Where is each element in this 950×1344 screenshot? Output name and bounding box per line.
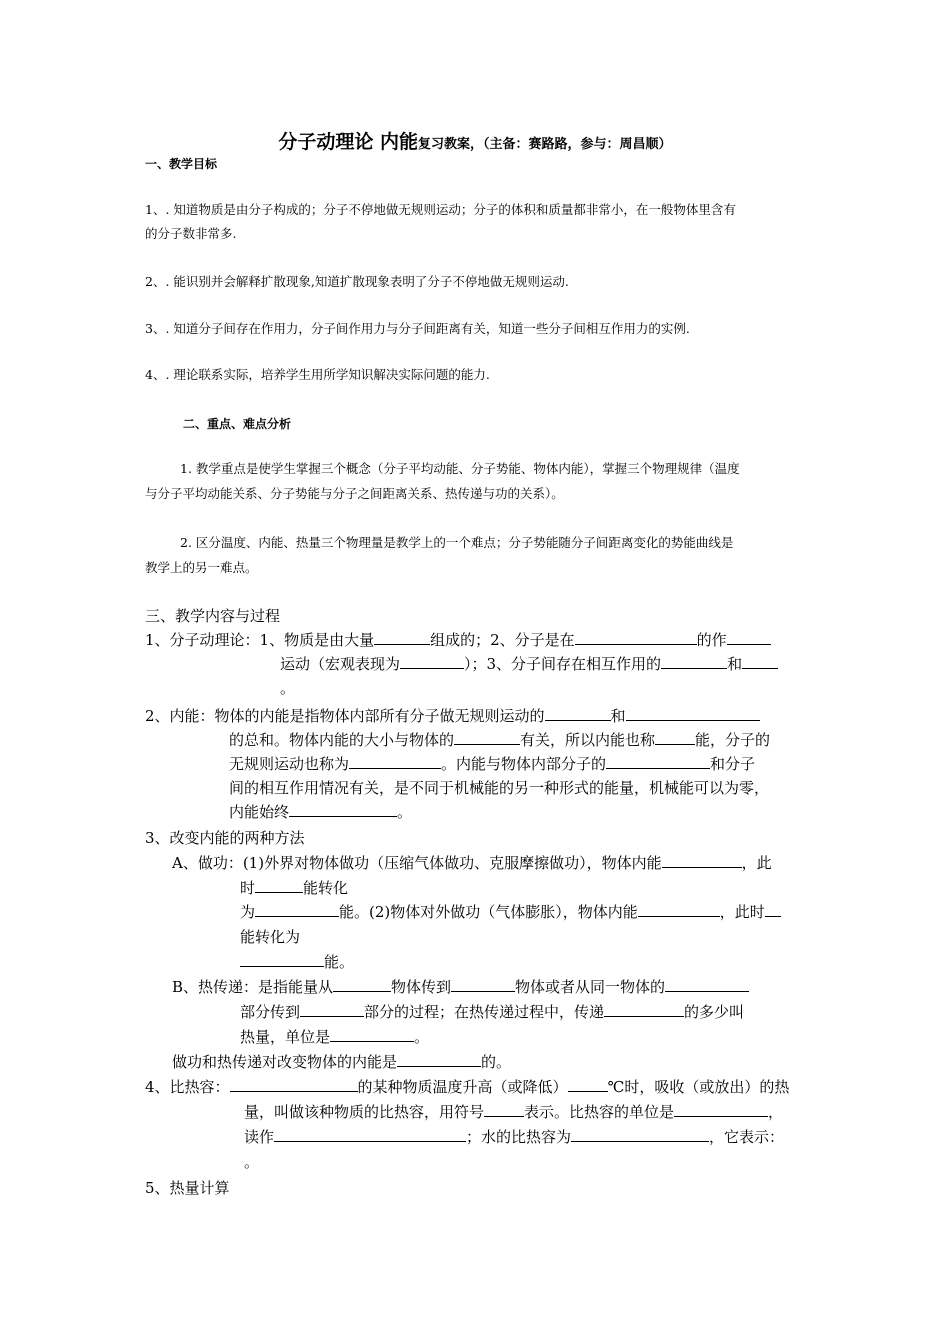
item2-text: 的总和。物体内能的大小与物体的 — [229, 731, 455, 749]
item3-text: ，此时 — [719, 903, 765, 921]
item3-text: A、做功：(1)外界对物体做功（压缩气体做功、克服摩擦做功），物体内能 — [172, 854, 662, 872]
item3-text: 部分的过程；在热传递过程中，传递 — [364, 1003, 605, 1021]
objective-3: 3、. 知道分子间存在作用力，分子间作用力与分子间距离有关，知道一些分子间相互作用力的实例. — [145, 321, 690, 336]
item4-text: 的某种物质温度升高（或降低） — [357, 1078, 568, 1096]
blank[interactable] — [255, 902, 339, 917]
title-main: 分子动理论 内能 — [278, 131, 419, 153]
item3-text: 为 — [240, 903, 256, 921]
blank[interactable] — [571, 1127, 709, 1142]
blank[interactable] — [575, 630, 697, 645]
item4-line4: 。 — [244, 1153, 260, 1171]
item3-text: 物体或者从同一物体的 — [515, 978, 666, 996]
objective-4: 4、. 理论联系实际，培养学生用所学知识解决实际问题的能力. — [145, 367, 490, 382]
item2-text: 能，分子的 — [695, 731, 771, 749]
item2-text: 和分子 — [710, 755, 756, 773]
item2-text: 无规则运动也称为 — [229, 755, 350, 773]
item3-b-line3 — [240, 1025, 429, 1049]
blank[interactable] — [568, 1077, 608, 1092]
item2-line2 — [229, 728, 770, 752]
keypoint-1-line2: 与分子平均动能关系、分子势能与分子之间距离关系、热传递与功的关系）。 — [145, 486, 564, 501]
section2-heading: 二、重点、难点分析 — [183, 417, 292, 431]
blank[interactable] — [604, 1002, 684, 1017]
item3-text: 。 — [414, 1028, 430, 1046]
blank[interactable] — [400, 654, 464, 669]
blank[interactable] — [665, 977, 749, 992]
item2-text: 有关，所以内能也称 — [520, 731, 656, 749]
item1-text: 运动（宏观表现为 — [280, 655, 401, 673]
blank[interactable] — [727, 630, 771, 645]
blank[interactable] — [655, 730, 695, 745]
item4-line1 — [145, 1075, 789, 1099]
item4-text: ， — [768, 1103, 784, 1121]
item4-line2 — [244, 1100, 783, 1124]
title-subtitle: 复习教案，（主备：赛路路，参与：周昌顺） — [418, 137, 672, 152]
keypoint-2-line2: 教学上的另一难点。 — [145, 560, 258, 575]
keypoint-1-line1: 1. 教学重点是使学生掌握三个概念（分子平均动能、分子势能、物体内能），掌握三个物理规律（温度 — [180, 461, 740, 476]
blank[interactable] — [638, 902, 720, 917]
objective-1-line1: 1、. 知道物质是由分子构成的；分子不停地做无规则运动；分子的体积和质量都非常小，在一般物体里含有 — [145, 202, 736, 217]
item2-text: 2、内能：物体的内能是指物体内部所有分子做无规则运动的 — [145, 707, 545, 725]
item3-text: 时 — [240, 879, 256, 897]
item1-text: 和 — [727, 655, 743, 673]
item2-line4: 间的相互作用情况有关，是不同于机械能的另一种形式的能量，机械能可以为零， — [229, 779, 770, 797]
item4-line3 — [244, 1125, 784, 1149]
item1-text: 的作 — [696, 631, 727, 649]
item1-line2 — [280, 652, 778, 676]
item3-a-line5 — [240, 950, 354, 974]
item3-text: 的。 — [481, 1053, 512, 1071]
objective-1-line2: 的分子数非常多. — [145, 226, 237, 241]
item4-text: 4、比热容： — [145, 1078, 230, 1096]
blank[interactable] — [765, 902, 781, 917]
blank[interactable] — [300, 1002, 364, 1017]
blank[interactable] — [274, 1127, 466, 1142]
blank[interactable] — [484, 1102, 524, 1117]
blank[interactable] — [349, 754, 441, 769]
item3-c-line1 — [172, 1050, 511, 1074]
item3-a-line1 — [172, 851, 772, 875]
item2-text: 内能始终 — [229, 803, 290, 821]
blank[interactable] — [606, 754, 710, 769]
item5-heading: 5、热量计算 — [145, 1179, 230, 1197]
item3-text: 部分传到 — [240, 1003, 301, 1021]
item2-line1 — [145, 704, 760, 728]
item3-text: 能。 — [324, 953, 355, 971]
blank[interactable] — [674, 1102, 768, 1117]
item3-text: B、热传递：是指能量从 — [172, 978, 334, 996]
blank[interactable] — [626, 706, 760, 721]
item4-text: ℃时，吸收（或放出）的热 — [607, 1078, 790, 1096]
item3-b-line2 — [240, 1000, 744, 1024]
blank[interactable] — [545, 706, 611, 721]
item3-a-line4: 能转化为 — [240, 928, 301, 946]
item1-text: ）；3、分子间存在相互作用的 — [464, 655, 662, 673]
item2-text: 。 — [397, 803, 413, 821]
document-title — [0, 127, 950, 154]
item3-text: 物体传到 — [391, 978, 452, 996]
keypoint-2-line1: 2. 区分温度、内能、热量三个物理量是教学上的一个难点；分子势能随分子间距离变化的势能曲线是 — [180, 535, 734, 550]
item4-text: ；水的比热容为 — [466, 1128, 572, 1146]
item3-a-line3 — [240, 900, 781, 924]
section1-heading: 一、教学目标 — [145, 157, 218, 171]
item2-text: 。内能与物体内部分子的 — [441, 755, 607, 773]
item2-text: 和 — [610, 707, 626, 725]
blank[interactable] — [374, 630, 430, 645]
item1-line1 — [145, 628, 771, 652]
item2-line5 — [229, 800, 412, 824]
item3-heading: 3、改变内能的两种方法 — [145, 829, 305, 847]
item3-text: 做功和热传递对改变物体的内能是 — [172, 1053, 398, 1071]
blank[interactable] — [661, 654, 727, 669]
item1-line3: 。 — [280, 679, 296, 697]
item1-text: 组成的；2、分子是在 — [430, 631, 575, 649]
item4-text: 量，叫做该种物质的比热容，用符号 — [244, 1103, 485, 1121]
item3-text: 热量，单位是 — [240, 1028, 331, 1046]
item4-text: 读作 — [244, 1128, 275, 1146]
blank[interactable] — [397, 1052, 481, 1067]
item4-text: 表示。比热容的单位是 — [524, 1103, 675, 1121]
item1-text: 1、分子动理论：1、物质是由大量 — [145, 631, 375, 649]
blank[interactable] — [240, 952, 324, 967]
blank[interactable] — [742, 654, 778, 669]
blank[interactable] — [289, 802, 397, 817]
item3-b-line1 — [172, 975, 749, 999]
blank[interactable] — [333, 977, 391, 992]
blank[interactable] — [454, 730, 520, 745]
blank[interactable] — [255, 878, 303, 893]
item3-text: 的多少叫 — [684, 1003, 745, 1021]
blank[interactable] — [330, 1027, 414, 1042]
section3-heading: 三、教学内容与过程 — [145, 607, 281, 625]
item3-a-line2 — [240, 876, 348, 900]
blank[interactable] — [230, 1077, 358, 1092]
item3-text: 能转化 — [303, 879, 349, 897]
item3-text: ，此 — [741, 854, 772, 872]
item4-text: ，它表示： — [709, 1128, 785, 1146]
blank[interactable] — [451, 977, 515, 992]
blank[interactable] — [662, 853, 742, 868]
item3-text: 能。(2)物体对外做功（气体膨胀），物体内能 — [339, 903, 638, 921]
item2-line3 — [229, 752, 755, 776]
objective-2: 2、. 能识别并会解释扩散现象,知道扩散现象表明了分子不停地做无规则运动. — [145, 274, 569, 289]
